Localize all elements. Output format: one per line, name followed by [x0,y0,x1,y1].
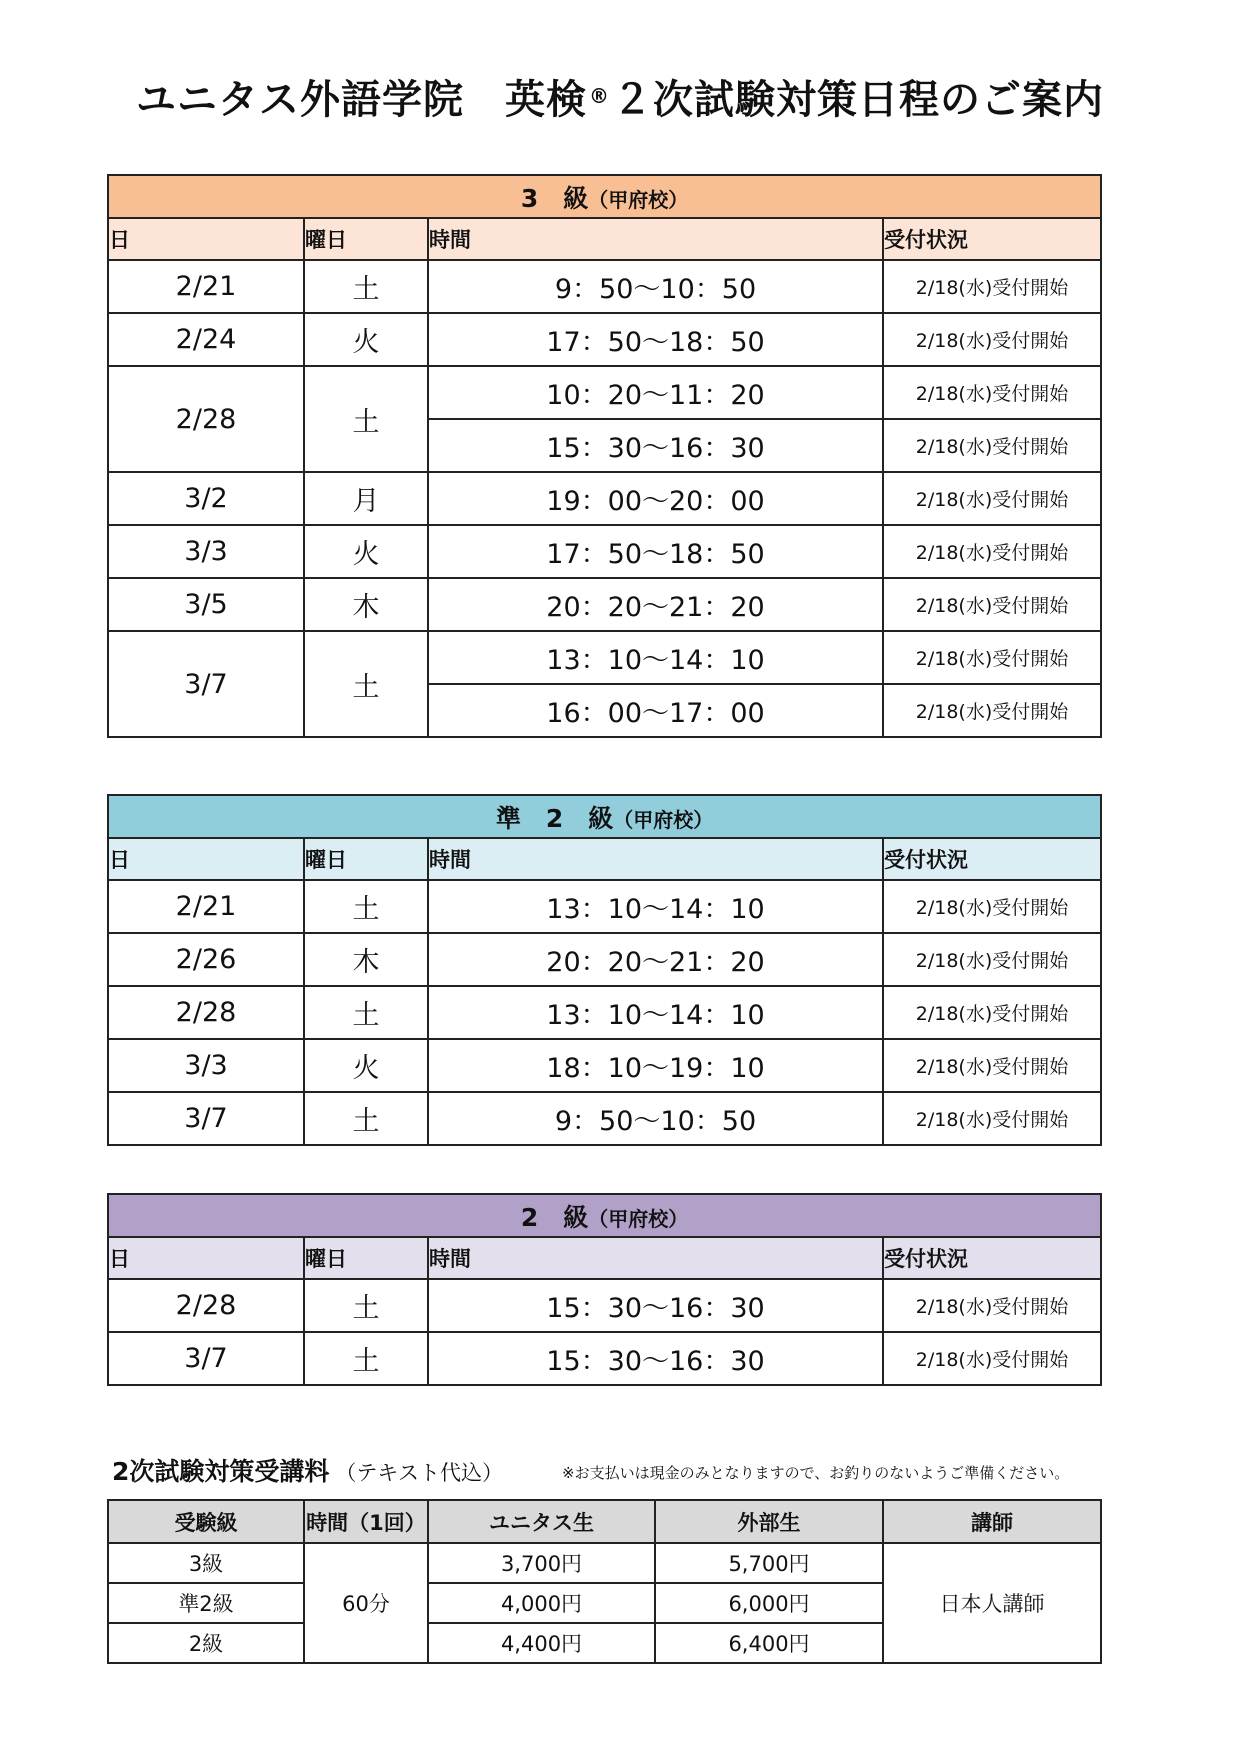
weekday-cell: 土 [304,880,428,933]
status-cell: 2/18(水)受付開始 [883,313,1101,366]
date-cell: 2/21 [108,260,304,313]
fee-col-member: ユニタス生 [428,1500,655,1543]
table-row [108,313,1101,366]
time-cell: 17：50〜18：50 [428,525,883,578]
col-weekday: 曜日 [304,1237,428,1279]
weekday-cell: 土 [304,260,428,313]
col-day: 日 [108,838,304,880]
fee-grade-cell: 準2級 [108,1583,304,1623]
date-cell: 3/7 [108,1092,304,1145]
col-time: 時間 [428,218,883,260]
status-cell: 2/18(水)受付開始 [883,525,1101,578]
time-cell: 9：50〜10：50 [428,1092,883,1145]
status-cell: 2/18(水)受付開始 [883,578,1101,631]
weekday-cell: 土 [304,366,428,472]
time-cell: 10：20〜11：20 [428,366,883,419]
weekday-cell: 火 [304,525,428,578]
col-day: 日 [108,218,304,260]
time-cell: 13：10〜14：10 [428,986,883,1039]
date-cell: 2/26 [108,933,304,986]
time-cell: 15：30〜16：30 [428,419,883,472]
time-cell: 13：10〜14：10 [428,880,883,933]
table-row [108,986,1101,1039]
weekday-cell: 火 [304,1039,428,1092]
time-cell: 18：10〜19：10 [428,1039,883,1092]
fee-header-row [108,1500,1101,1543]
fee-row [108,1543,1101,1583]
col-time: 時間 [428,838,883,880]
status-cell: 2/18(水)受付開始 [883,472,1101,525]
column-header-row [108,1237,1101,1279]
fee-col-instructor: 講師 [883,1500,1101,1543]
col-status: 受付状況 [883,838,1101,880]
time-cell: 20：20〜21：20 [428,933,883,986]
date-cell: 2/28 [108,1279,304,1332]
table-row [108,933,1101,986]
weekday-cell: 月 [304,472,428,525]
table-row [108,525,1101,578]
date-cell: 3/3 [108,525,304,578]
time-cell: 9：50〜10：50 [428,260,883,313]
status-cell: 2/18(水)受付開始 [883,1092,1101,1145]
date-cell: 3/2 [108,472,304,525]
fee-subtitle: （テキスト代込） [335,1461,503,1485]
weekday-cell: 木 [304,933,428,986]
table-row [108,1332,1101,1385]
table-row [108,472,1101,525]
fee-external-cell: 6,400円 [655,1623,883,1663]
weekday-cell: 土 [304,631,428,737]
table-row [108,1092,1101,1145]
registered-mark: ® [589,84,610,108]
col-weekday: 曜日 [304,838,428,880]
col-time: 時間 [428,1237,883,1279]
date-cell: 3/7 [108,631,304,737]
section-heading: 2 級（甲府校） [108,1194,1101,1237]
payment-note: ※お支払いは現金のみとなりますので、お釣りのないようご準備ください。 [562,1464,1070,1482]
status-cell: 2/18(水)受付開始 [883,366,1101,419]
fee-member-cell: 4,400円 [428,1623,655,1663]
fee-title: 2次試験対策受講料 （テキスト代込） [112,1457,503,1486]
date-cell: 3/7 [108,1332,304,1385]
date-cell: 2/24 [108,313,304,366]
date-cell: 2/28 [108,986,304,1039]
fee-grade-cell: 3級 [108,1543,304,1583]
time-cell: 15：30〜16：30 [428,1279,883,1332]
time-cell: 13：10〜14：10 [428,631,883,684]
fee-grade-cell: 2級 [108,1623,304,1663]
status-cell: 2/18(水)受付開始 [883,631,1101,684]
table-row [108,260,1101,313]
fee-instructor-cell: 日本人講師 [883,1543,1101,1663]
time-cell: 16：00〜17：00 [428,684,883,737]
section-heading: 準 2 級（甲府校） [108,795,1101,838]
table-row [108,1039,1101,1092]
table-row [108,366,1101,419]
page-title: ユニタス外語学院 英検 ®２次試験対策日程のご案内 [136,77,1104,123]
section-band [108,795,1101,838]
section-band [108,1194,1101,1237]
date-cell: 3/3 [108,1039,304,1092]
weekday-cell: 土 [304,986,428,1039]
col-status: 受付状況 [883,1237,1101,1279]
fee-duration-cell: 60分 [304,1543,428,1663]
table-row [108,578,1101,631]
weekday-cell: 火 [304,313,428,366]
column-header-row [108,838,1101,880]
weekday-cell: 土 [304,1279,428,1332]
section-band [108,175,1101,218]
table-row [108,880,1101,933]
section-heading: 3 級（甲府校） [108,175,1101,218]
fee-member-cell: 4,000円 [428,1583,655,1623]
fee-table [107,1499,1102,1664]
status-cell: 2/18(水)受付開始 [883,419,1101,472]
col-day: 日 [108,1237,304,1279]
fee-external-cell: 6,000円 [655,1583,883,1623]
grade2-schedule-table [107,1193,1102,1386]
weekday-cell: 木 [304,578,428,631]
status-cell: 2/18(水)受付開始 [883,1039,1101,1092]
status-cell: 2/18(水)受付開始 [883,880,1101,933]
weekday-cell: 土 [304,1092,428,1145]
fee-member-cell: 3,700円 [428,1543,655,1583]
fee-external-cell: 5,700円 [655,1543,883,1583]
status-cell: 2/18(水)受付開始 [883,933,1101,986]
time-cell: 15：30〜16：30 [428,1332,883,1385]
fee-col-grade: 受験級 [108,1500,304,1543]
fee-col-duration: 時間（1回） [304,1500,428,1543]
date-cell: 2/28 [108,366,304,472]
status-cell: 2/18(水)受付開始 [883,684,1101,737]
col-weekday: 曜日 [304,218,428,260]
time-cell: 17：50〜18：50 [428,313,883,366]
fee-col-external: 外部生 [655,1500,883,1543]
table-row [108,631,1101,684]
status-cell: 2/18(水)受付開始 [883,1279,1101,1332]
pre2-schedule-table [107,794,1102,1146]
status-cell: 2/18(水)受付開始 [883,1332,1101,1385]
grade3-schedule-table [107,174,1102,738]
date-cell: 3/5 [108,578,304,631]
weekday-cell: 土 [304,1332,428,1385]
status-cell: 2/18(水)受付開始 [883,986,1101,1039]
time-cell: 19：00〜20：00 [428,472,883,525]
date-cell: 2/21 [108,880,304,933]
table-row [108,1279,1101,1332]
col-status: 受付状況 [883,218,1101,260]
status-cell: 2/18(水)受付開始 [883,260,1101,313]
time-cell: 20：20〜21：20 [428,578,883,631]
column-header-row [108,218,1101,260]
